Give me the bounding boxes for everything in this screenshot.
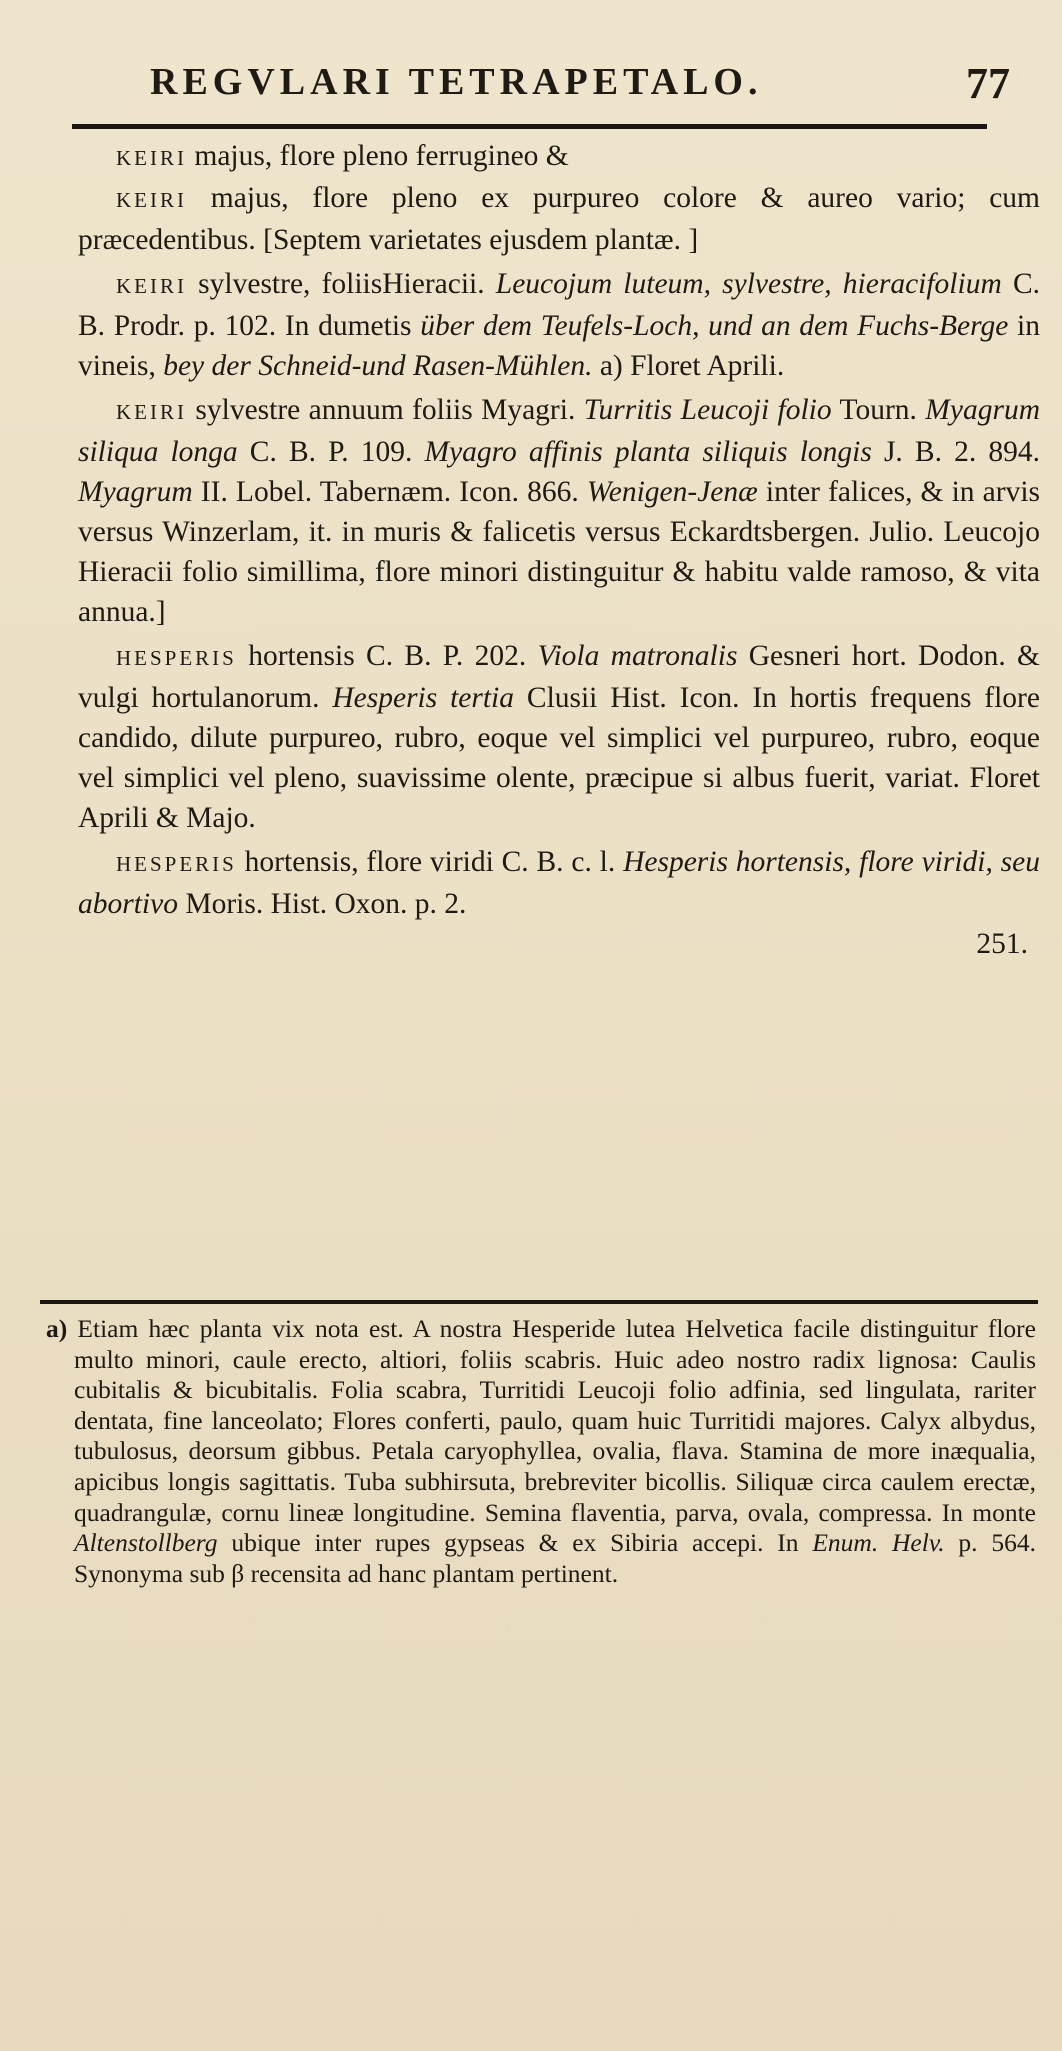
entry-headword: HESPERIS: [116, 852, 237, 876]
italic-run: Leucojum luteum, sylvestre, hieracifolium: [495, 268, 1002, 300]
entry-headword: KEIRI: [116, 274, 187, 298]
italic-run: Altenstollberg: [74, 1528, 218, 1558]
page-end-reference: 251.: [976, 928, 1028, 960]
text-run: II. Lobel. Tabernæm. Icon. 866.: [192, 476, 587, 508]
text-run: majus, flore pleno ex purpureo colore & aureo vario; cum præcedentibus. [Septem varietates ejusdem plantæ. ]: [78, 182, 1040, 256]
entry-headword: HESPERIS: [116, 646, 237, 670]
entry-headword: KEIRI: [116, 400, 187, 424]
italic-run: Viola matronalis: [537, 640, 738, 672]
italic-run: Myagro affinis planta siliquis longis: [424, 436, 872, 468]
text-run: p. 564. Synonyma sub β recensita ad hanc plantam pertinent.: [74, 1528, 1036, 1588]
running-head: [150, 56, 1010, 116]
text-run: Moris. Hist. Oxon. p. 2.: [177, 888, 467, 920]
text-run: J. B. 2. 894.: [871, 436, 1040, 468]
header-rule: [72, 124, 987, 129]
italic-run: Hesperis tertia: [332, 682, 515, 714]
footnote-rule: [40, 1300, 1038, 1304]
running-head-title: REGVLARI TETRAPETALO.: [150, 61, 763, 103]
italic-run: Wenigen-Jenæ: [586, 476, 758, 508]
italic-run: Turritis Leucoji folio: [583, 394, 832, 426]
text-run: Etiam hæc planta vix nota est. A nostra Hesperide lutea Helvetica facile distinguitur flore multo minori, caule erecto, altiori, foliis scabris. Huic adeo nostro radix lignosa: Caulis cubitalis & bicubitalis. Folia scabra, Turritidi Leucoji folio adfinia, sed lingulata, rariter dentata, fine lanceolato; Flores conferti, paulo, quam huic Turritidi majores. Calyx albydus, tubulosus, deorsum gibbus. Petala caryophyllea, ovalia, flava. Stamina de more inæqualia, apicibus longis sagittatis. Tuba subhirsuta, brebreviter bicollis. Siliquæ circa caulem erectæ, quadrangulæ, cornu lineæ longitudine. Semina flaventia, parva, ovala, compressa. In monte: [67, 1314, 1036, 1527]
footnote: [46, 1314, 1036, 1589]
text-run: majus, flore pleno ferrugineo &: [187, 140, 569, 172]
text-run: Gesneri hort. Dodon. & vulgi hortulanorum.: [78, 640, 1041, 714]
text-run: sylvestre annuum foliis Myagri.: [187, 394, 584, 426]
text-run: hortensis C. B. P. 202.: [236, 640, 538, 672]
entry-keiri-annuum: [78, 390, 1040, 632]
entry-keiri-sylvestre: [78, 264, 1040, 386]
text-run: in vineis,: [78, 310, 1041, 382]
italic-run: bey der Schneid-und Rasen-Mühlen.: [163, 350, 593, 382]
italic-run: Enum. Helv.: [812, 1528, 945, 1558]
text-run: ubique inter rupes gypseas & ex Sibiria accepi. In: [217, 1528, 813, 1558]
text-run: C. B. P. 109.: [237, 436, 425, 468]
italic-run: Myagrum: [78, 476, 193, 508]
main-text: [78, 136, 1040, 964]
italic-run: Myagrum siliqua longa: [78, 394, 1040, 468]
page-number: 77: [966, 59, 1010, 108]
footnote-marker: a): [46, 1314, 68, 1343]
entry-keiri-purpureo: [78, 178, 1040, 260]
text-run: inter falices, & in arvis versus Winzerlam, it. in muris & falicetis versus Eckardtsbergen. Julio. Leucojo Hieracii folio simillima, flore minori distinguitur & habitu valde ramoso, & vita annua.]: [78, 476, 1040, 628]
italic-run: Hesperis hortensis, flore viridi, seu abortivo: [78, 846, 1040, 920]
footnote-text: [46, 1314, 1036, 1589]
italic-run: über dem Teufels-Loch, und an dem Fuchs-Berge: [420, 310, 1009, 342]
text-run: Tourn.: [831, 394, 926, 426]
text-run: sylvestre, foliisHieracii.: [187, 268, 496, 300]
entry-headword: KEIRI: [116, 146, 187, 170]
text-run: a) Floret Aprili.: [592, 350, 785, 382]
text-run: C. B. Prodr. p. 102. In dumetis: [78, 268, 1040, 342]
text-run: hortensis, flore viridi C. B. c. l.: [236, 846, 624, 878]
text-run: Clusii Hist. Icon. In hortis frequens flore candido, dilute purpureo, rubro, eoque vel simplici vel purpureo, rubro, eoque vel simplici vel pleno, suavissime olente, præcipue si albus fuerit, variat. Floret Aprili & Majo.: [78, 682, 1040, 834]
entry-headword: KEIRI: [116, 188, 187, 212]
entry-hesperis-hortensis: [78, 636, 1040, 838]
entry-hesperis-viridi: [78, 842, 1040, 924]
entry-keiri-ferrugineo: [78, 136, 1040, 178]
